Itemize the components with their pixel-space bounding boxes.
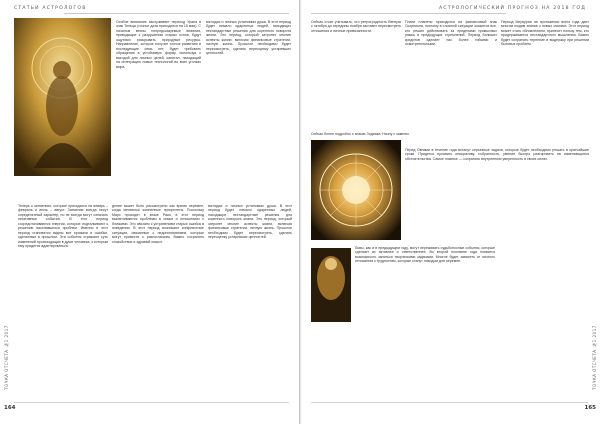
page-number-right: 165 (584, 405, 596, 411)
side-label-number: №1 2017 (592, 325, 597, 348)
zodiac-caption: Сейчас более подробно о знаках Зодиака. Начну с замены. (311, 132, 410, 136)
side-label-text: ТОЧКА ОТСЧЕТА (592, 349, 597, 390)
right-page (301, 0, 600, 424)
left-page (0, 0, 299, 424)
right-col1-text: Сейчас стоит учитывать, что ретроградность Венеры с октября до середины ноября заставит пересмотреть отношения и личные привязанности. (311, 20, 401, 33)
right-col2-text: Плати планеты приходится на финансовый знак Скорпиона, поэтому в сложной ситуации окажется все, кто решил действовать за пределами привычных рамок и предыдущих стремлений. Период больших кредитов сделает нас более гибкими и осмотрительными. (405, 20, 497, 47)
right-col3-text: Период Меркурия на протяжении всего года дает многим людям знание о новых знаниях. Этот период может стать обновлением, принесет пользу тем, кто придерживается нестандартного мышления. Важно будет сохранять терпение и выдержку при решении бытовых проблем. (501, 20, 589, 47)
left-lower-col1-text: Теперь о затмениях, которые приходятся на январь – февраль и июль – август. Затмения всегда несут определенный характер, но не всегда могут означать негативные события. В этот период сосредотачиваются энергии, которые подталкивают к решению накопившихся проблем. Именно в этот период становятся видны все промахи и ошибки, сделанные в прошлом. Эти события отражают суть изменений происходящих в душе человека, к которым ему придется адаптироваться. (18, 204, 108, 249)
left-col2-text: взглядах и личных установках души. В этот период будет немало одаренных людей, находящих нестандартные решения для коренного поворота жизни. Это период, который затронет многие аспекты жизни, включая финансовые стратегии, личную жизнь. Прошлое необходимо будет пересмотреть, сделать переоценку устаревших ценностей. (206, 20, 291, 56)
page-number-left: 164 (4, 405, 16, 411)
zodiac-wheel-image (311, 140, 401, 240)
running-head-left: СТАТЬИ АСТРОЛОГОВ (14, 6, 87, 11)
header-rule (311, 13, 506, 14)
astrology-figure-image (14, 18, 111, 176)
side-label-number: №1 2017 (4, 325, 9, 348)
right-taurus-text: Львы, как и в предыдущем году, могут переживать судьбоносные события, которые сделают их активнее и ответственнее. Во второй половине года появится возможность заняться творческими задачами. Многое будет зависеть от личного отношения к трудностям, которые станут поводом для перемен. (355, 246, 495, 264)
left-lower-col2-text: дение может быть рассмотрено как время перемен, когда меняются жизненные приоритеты. Поскольку Марс проходит в знаке Рака, в этот период высвечиваются проблемы в семье и отношениях с близкими. Это связано с устранением старых ошибок в поведении. В этот период возникают конфликтные ситуации, связанные с недопониманием, которые могут привести к разногласиям. Важно сохранять спокойствие и здравый смысл. (112, 204, 204, 244)
left-lower-col3-text: взглядах и личных установках души. В этот период будет немало одаренных людей, находящих нестандартные решения для коренного поворота жизни. Это период, который затронет многие аспекты жизни, включая финансовые стратегии, личную жизнь. Прошлое необходимо будет пересмотреть, сделать переоценку устаревших ценностей. (208, 204, 292, 240)
left-side-label (4, 280, 9, 390)
footer-rule (311, 402, 588, 403)
footer-rule (14, 402, 289, 403)
right-lower-text: Перед Овнами в течение года встанут серьезные задачи, которые будет необходимо решать в кратчайшие сроки. Придется проявить инициативу, собранность, умение быстро реагировать на изменяющиеся обстоятельства. Самое главное — сохранять внутреннюю уверенность в своих силах. (405, 148, 589, 161)
header-rule (64, 13, 289, 14)
right-side-label (592, 280, 597, 390)
side-label-text: ТОЧКА ОТСЧЕТА (4, 349, 9, 390)
running-head-right: АСТРОЛОГИЧЕСКИЙ ПРОГНОЗ НА 2018 ГОД (438, 6, 586, 11)
leo-figure-image (311, 248, 351, 322)
left-col1-text: Особое внимание заслуживает переход Урана в знак Тельца (точное дата приходится на 15 мая). С началом весны непредсказуемые влияния, приводящие к разрушению старых основ, будут ощутимо раскрывать природные ресурсы. Направление, которое получит толчок развитию в последующие семь лет, будет требовать обращения в устойчивую форму, используя с выгодой для личных целей, капитал, находящий на интеграцию новых технологий во всех уголках мира. (116, 20, 201, 69)
